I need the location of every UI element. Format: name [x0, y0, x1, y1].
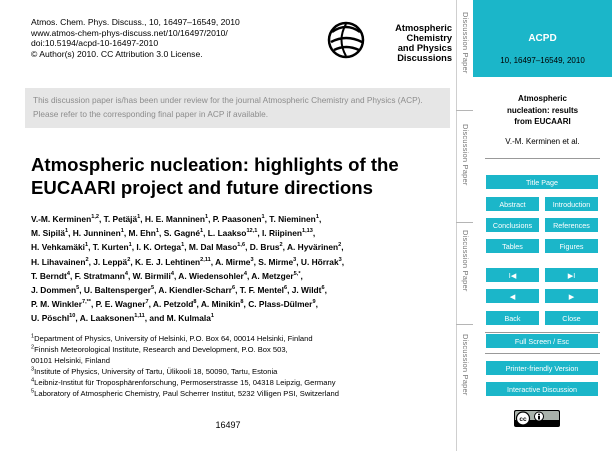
- affiliation-marker: 1: [210, 313, 214, 320]
- journal-url[interactable]: www.atmos-chem-phys-discuss.net/10/16497/2010/: [31, 27, 228, 38]
- affiliation-marker: 1: [315, 214, 319, 221]
- author-name: , A. Mirme: [210, 256, 251, 267]
- affiliation-marker: 1: [155, 228, 160, 235]
- affiliation: [31, 377, 456, 388]
- strip-label-4: Discussion Paper: [461, 334, 470, 396]
- journal-abbrev: ACPD: [528, 33, 557, 44]
- strip-label-3: Discussion Paper: [461, 230, 470, 292]
- affiliation-text: Institute of Physics, University of Tartu, Ülikooli 18, 50090, Tartu, Estonia: [34, 367, 278, 376]
- author-name: , S. Mirme: [253, 256, 294, 267]
- affiliation-marker: 1: [128, 242, 132, 249]
- author-name: T. Berndt: [31, 270, 67, 281]
- author-name: , W. Birmili: [128, 270, 171, 281]
- author-line: [31, 297, 456, 311]
- affiliation-marker: 1,13: [302, 228, 313, 235]
- affiliation-marker: 2,11: [200, 256, 211, 263]
- affiliation: [31, 366, 456, 377]
- printer-friendly-button[interactable]: Printer-friendly Version: [486, 361, 598, 375]
- svg-text:cc: cc: [519, 416, 527, 423]
- back-button[interactable]: Back: [486, 311, 539, 325]
- author-name: , I. K. Ortega: [131, 242, 182, 253]
- author-name: , T. Petäjä: [98, 214, 138, 224]
- strip-divider: [456, 110, 473, 111]
- author-name: , P. Paasonen: [208, 214, 262, 224]
- affiliation-text: Laboratory of Atmospheric Chemistry, Paul Scherrer Institut, 5232 Villigen PSI, Switzerland: [34, 389, 340, 398]
- last-page-button[interactable]: ▶I: [545, 268, 598, 282]
- affiliation-marker: 4: [243, 271, 247, 278]
- author-name: , A. Minikin: [196, 299, 241, 310]
- affiliation-marker: 1: [181, 242, 185, 249]
- strip-label-2: Discussion Paper: [461, 124, 470, 186]
- affiliation-marker: 1: [120, 228, 124, 235]
- author-name: H. Lihavainen: [31, 256, 86, 267]
- affiliation-number: 3: [31, 366, 35, 373]
- strip-divider: [456, 222, 473, 223]
- interactive-discussion-button[interactable]: Interactive Discussion: [486, 382, 598, 396]
- author-name: ,: [312, 228, 316, 239]
- affiliation-marker: 1,11: [134, 313, 145, 320]
- affiliation-marker: 4: [170, 271, 174, 278]
- author-name: ,: [341, 256, 345, 267]
- strip-divider: [456, 324, 473, 325]
- author-name: , A. Petzold: [148, 299, 194, 310]
- affiliation-marker: 2: [338, 242, 342, 249]
- affiliations: [31, 333, 456, 399]
- references-button[interactable]: References: [545, 218, 598, 232]
- author-name: P. M. Winkler: [31, 299, 82, 310]
- author-line: [31, 226, 456, 240]
- affiliation-marker: 3: [338, 256, 342, 263]
- author-name: , D. Brus: [245, 242, 280, 253]
- affiliation-text: 00101 Helsinki, Finland: [31, 356, 110, 365]
- volume-info: 10, 16497–16549, 2010: [500, 56, 585, 65]
- affiliation-number: 4: [31, 377, 35, 384]
- license: © Author(s) 2010. CC Attribution 3.0 License.: [31, 48, 203, 59]
- divider: [485, 158, 600, 159]
- author-name: , H. Junninen: [68, 228, 121, 239]
- author-name: , A. Laaksonen: [75, 313, 135, 324]
- author-name: , J. Wildt: [287, 285, 322, 296]
- affiliation-marker: 12,1: [246, 228, 258, 235]
- author-name: ,: [315, 299, 318, 310]
- close-button[interactable]: Close: [545, 311, 598, 325]
- author-name: , M. Ehn: [123, 228, 156, 239]
- author-line: [31, 240, 456, 254]
- affiliation-marker: 5: [150, 285, 155, 292]
- fullscreen-button[interactable]: Full Screen / Esc: [486, 334, 598, 348]
- author-name: M. Sipilä: [31, 228, 65, 239]
- affiliation-marker: 9: [312, 299, 316, 306]
- author-line: [31, 255, 456, 269]
- author-name: , T. Kurten: [88, 242, 129, 253]
- divider: [485, 332, 600, 333]
- author-name: , S. Gagné: [159, 228, 201, 239]
- affiliation-number: 1: [31, 333, 35, 340]
- affiliation-text: Department of Physics, University of Helsinki, P.O. Box 64, 00014 Helsinki, Finland: [34, 334, 313, 343]
- page-number: 16497: [215, 420, 241, 430]
- affiliation-marker: 6: [321, 285, 325, 292]
- affiliation-marker: 1,6: [237, 242, 246, 249]
- author-name: , A. Kiendler-Scharr: [154, 285, 232, 296]
- affiliation-text: Finnish Meteorological Institute, Research and Development, P.O. Box 503,: [34, 345, 288, 354]
- doi: doi:10.5194/acpd-10-16497-2010: [31, 38, 159, 49]
- egu-globe-icon: [326, 18, 368, 62]
- title-page-button[interactable]: Title Page: [486, 175, 598, 189]
- affiliation-marker: 5,*: [293, 271, 301, 278]
- author-name: ,: [300, 270, 303, 281]
- author-name: J. Dommen: [31, 285, 77, 296]
- cc-license-icon[interactable]: [514, 410, 560, 427]
- affiliation: [31, 355, 456, 366]
- short-authors: V.-M. Kerminen et al.: [505, 137, 580, 146]
- affiliation: [31, 344, 456, 355]
- affiliation-marker: 8: [193, 299, 197, 306]
- figures-button[interactable]: Figures: [545, 239, 598, 253]
- journal-citation: Atmos. Chem. Phys. Discuss., 10, 16497–16549, 2010: [31, 17, 240, 27]
- affiliation-marker: 2: [279, 242, 283, 249]
- author-name: ,: [318, 214, 322, 224]
- paper-title: Atmospheric nucleation: highlights of the EUCAARI project and future directions: [31, 154, 399, 198]
- first-page-button[interactable]: I◀: [486, 268, 539, 282]
- affiliation-marker: 6: [283, 285, 288, 292]
- author-name: , I. Riipinen: [257, 228, 302, 239]
- author-line: [31, 212, 456, 226]
- affiliation-marker: 3: [293, 256, 297, 263]
- affiliation-marker: 7: [145, 299, 149, 306]
- tables-button[interactable]: Tables: [486, 239, 539, 253]
- author-name: , A. Wiedensohler: [173, 270, 244, 281]
- affiliation-marker: 4: [66, 271, 70, 278]
- author-name: , and M. Kulmala: [144, 313, 211, 324]
- affiliation-marker: 2: [85, 256, 89, 263]
- introduction-button[interactable]: Introduction: [545, 197, 598, 211]
- author-name: ,: [324, 285, 327, 296]
- author-name: , U. Baltensperger: [79, 285, 151, 296]
- affiliation-marker: 10: [69, 313, 76, 320]
- author-name: , P. E. Wagner: [91, 299, 146, 310]
- author-name: , L. Laakso: [203, 228, 247, 239]
- author-name: , K. E. J. Lehtinen: [130, 256, 201, 267]
- author-name: H. Vehkamäki: [31, 242, 86, 253]
- author-name: , T. F. Mentel: [235, 285, 284, 296]
- affiliation: [31, 333, 456, 344]
- affiliation-marker: 1: [200, 228, 204, 235]
- affiliation-marker: 1: [64, 228, 69, 235]
- author-name: , J. Leppä: [88, 256, 128, 267]
- citation-header: [31, 17, 240, 59]
- affiliation: [31, 388, 456, 399]
- logo-wordmark: Atmospheric Chemistry and Physics Discussions: [395, 23, 452, 63]
- author-name: , T. Nieminen: [264, 214, 316, 224]
- author-line: [31, 311, 456, 325]
- affiliation-number: 2: [31, 344, 35, 351]
- author-name: , U. Hõrrak: [296, 256, 339, 267]
- author-name: V.-M. Kerminen: [31, 214, 92, 224]
- short-title: Atmospheric nucleation: results from EUCAARI: [506, 94, 579, 126]
- affiliation-marker: 5: [76, 285, 80, 292]
- author-list: [31, 212, 456, 326]
- affiliation-marker: 2: [127, 256, 131, 263]
- affiliation-text: Leibniz-Institut für Troposphärenforschung, Permoserstrasse 15, 04318 Leipzig, Germany: [34, 378, 336, 387]
- conclusions-button[interactable]: Conclusions: [486, 218, 539, 232]
- affiliation-marker: 1,2: [91, 214, 99, 221]
- abstract-button[interactable]: Abstract: [486, 197, 539, 211]
- author-name: , H. E. Manninen: [140, 214, 205, 224]
- author-line: [31, 269, 456, 283]
- author-name: ,: [341, 242, 344, 253]
- author-name: , A. Metzger: [246, 270, 294, 281]
- journal-logo: [326, 18, 450, 76]
- review-notice: This discussion paper is/has been under review for the journal Atmospheric Chemistry and Physics (ACP). Please refer to the corresponding final paper in ACP if available.: [25, 88, 450, 128]
- strip-label-1: Discussion Paper: [461, 12, 470, 74]
- affiliation-marker: 4: [124, 271, 128, 278]
- author-name: U. Pöschl: [31, 313, 70, 324]
- affiliation-marker: 8: [240, 299, 244, 306]
- affiliation-marker: 6: [231, 285, 236, 292]
- affiliation-number: 5: [31, 388, 35, 395]
- divider: [485, 353, 600, 354]
- author-name: , C. Plass-Dülmer: [243, 299, 313, 310]
- affiliation-marker: 1: [204, 214, 209, 221]
- previous-button[interactable]: ◀: [486, 289, 539, 303]
- affiliation-marker: 1: [261, 214, 265, 221]
- affiliation-marker: 7,**: [81, 299, 91, 306]
- author-name: , M. Dal Maso: [184, 242, 238, 253]
- author-name: , A. Hyvärinen: [282, 242, 339, 253]
- affiliation-marker: 1: [137, 214, 141, 221]
- affiliation-marker: 3: [250, 256, 254, 263]
- author-name: , F. Stratmann: [69, 270, 125, 281]
- affiliation-marker: 1: [85, 242, 89, 249]
- next-button[interactable]: ▶: [545, 289, 598, 303]
- author-line: [31, 283, 456, 297]
